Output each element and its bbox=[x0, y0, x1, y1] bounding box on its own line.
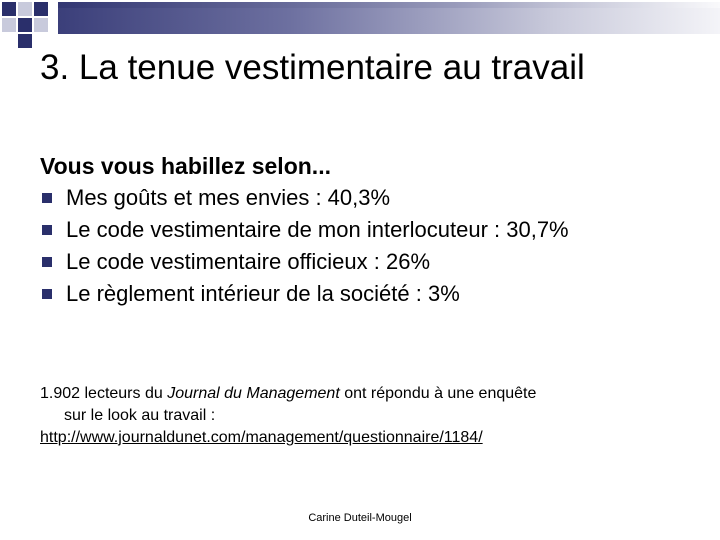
decor-square bbox=[34, 2, 48, 16]
decor-square bbox=[18, 2, 32, 16]
bullet-text: Le code vestimentaire officieux : 26% bbox=[66, 249, 431, 274]
footer-author: Carine Duteil-Mougel bbox=[308, 512, 412, 524]
note-text-1: 1.902 lecteurs du bbox=[40, 385, 168, 402]
bullet-text: Le règlement intérieur de la société : 3% bbox=[66, 281, 460, 306]
square-bullet-icon bbox=[42, 193, 52, 203]
header-gradient-line bbox=[58, 2, 720, 8]
bullet-text: Le code vestimentaire de mon interlocuteur : 30,7% bbox=[66, 217, 569, 242]
decor-square bbox=[2, 18, 16, 32]
decor-square bbox=[18, 18, 32, 32]
note-journal-name: Journal du Management bbox=[167, 385, 340, 402]
lead-question: Vous vous habillez selon... bbox=[40, 153, 331, 179]
bullet-text: Mes goûts et mes envies : 40,3% bbox=[66, 185, 391, 210]
square-bullet-icon bbox=[42, 289, 52, 299]
bullet-item bbox=[40, 246, 700, 278]
decor-square bbox=[18, 34, 32, 48]
slide-title: 3. La tenue vestimentaire au travail bbox=[40, 48, 585, 87]
bullet-item bbox=[40, 214, 700, 246]
bullet-item bbox=[40, 278, 700, 310]
decor-square bbox=[2, 2, 16, 16]
survey-note bbox=[40, 383, 700, 449]
square-bullet-icon bbox=[42, 257, 52, 267]
note-text-3: sur le look au travail : bbox=[64, 407, 216, 424]
bullet-item bbox=[40, 182, 700, 214]
note-text-2: ont répondu à une enquête bbox=[339, 385, 537, 402]
square-bullet-icon bbox=[42, 225, 52, 235]
survey-link[interactable]: http://www.journaldunet.com/management/questionnaire/1184/ bbox=[40, 429, 483, 446]
slide-content bbox=[40, 150, 700, 310]
bullet-list bbox=[40, 182, 700, 310]
decor-square bbox=[34, 18, 48, 32]
